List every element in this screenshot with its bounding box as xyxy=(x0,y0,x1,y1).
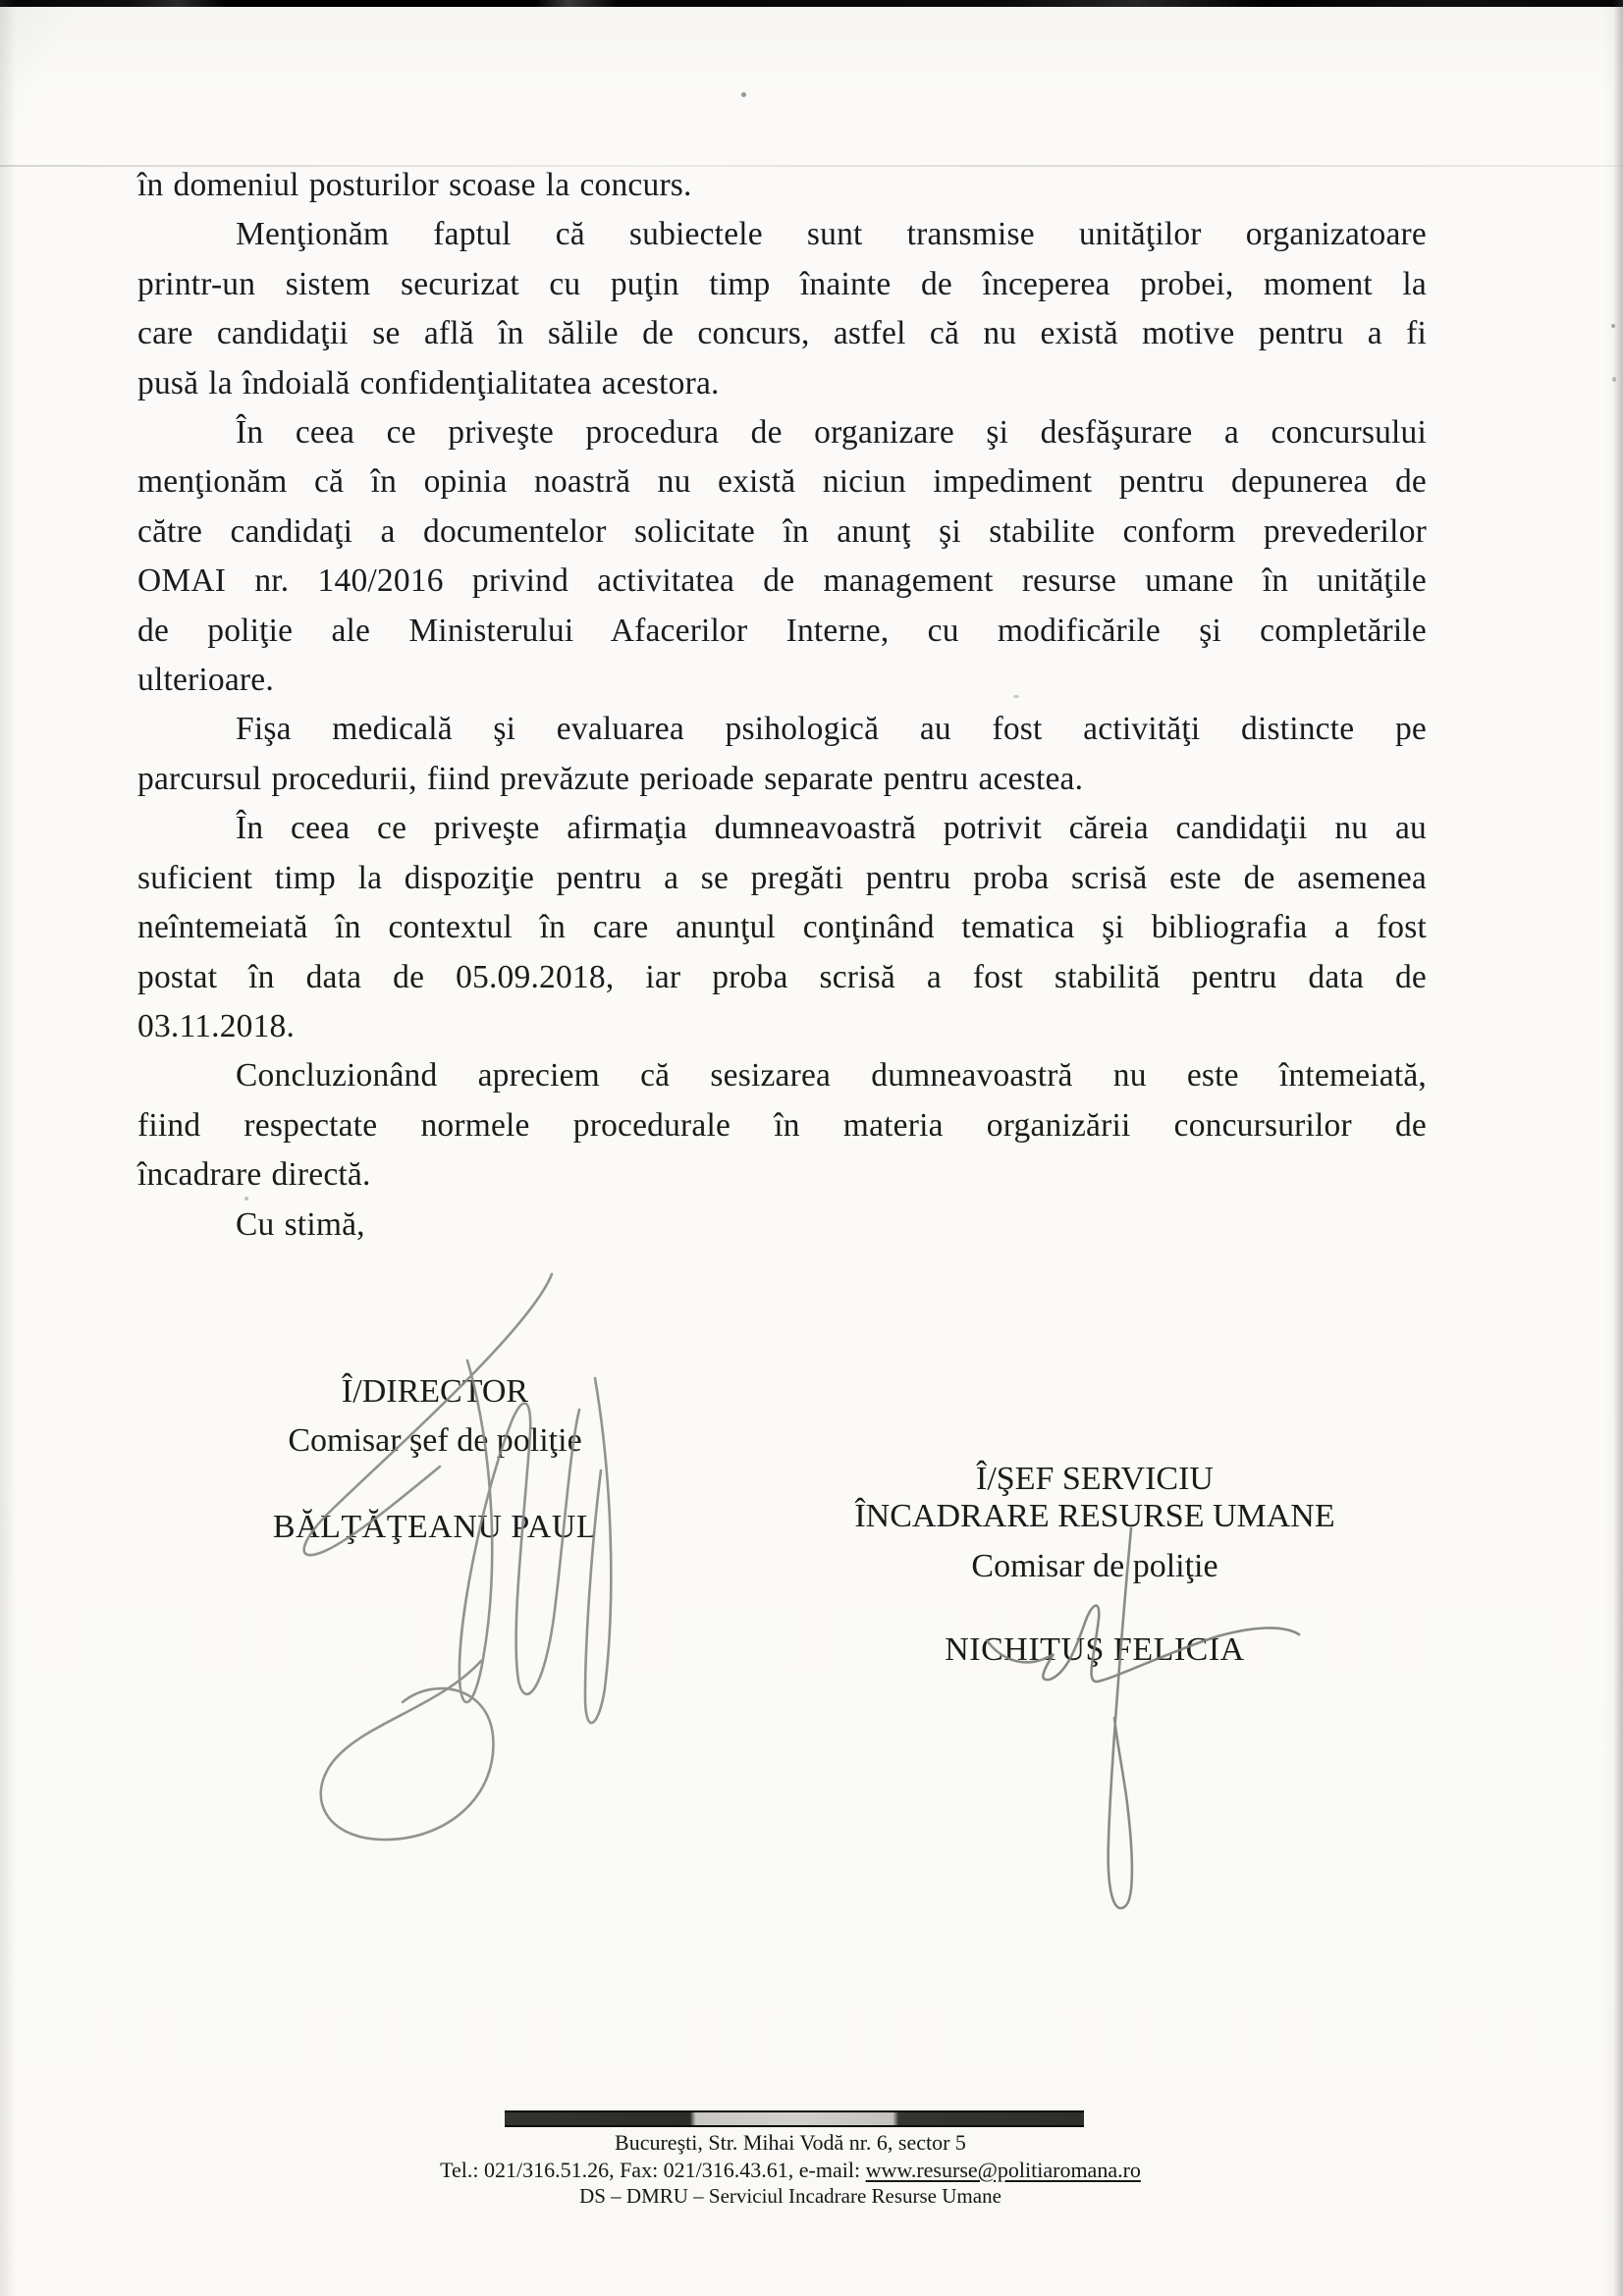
footer-address: Bucureşti, Str. Mihai Vodă nr. 6, sector 5 xyxy=(615,2130,966,2155)
body-line: parcursul procedurii, fiind prevăzute perioade separate pentru acestea. xyxy=(137,760,1084,797)
body-line: În ceea ce priveşte procedura de organizare şi desfăşurare a concursului xyxy=(236,414,1427,452)
scan-speck xyxy=(1611,324,1615,328)
footer-contact xyxy=(295,2157,1286,2184)
body-line: postat în data de 05.09.2018, iar proba scrisă a fost stabilită pentru data de xyxy=(137,958,1427,995)
sef-serviciu-rank: Comisar de poliţie xyxy=(971,1548,1218,1584)
scan-edge-artifact-top xyxy=(0,0,1623,7)
footer-department: DS – DMRU – Serviciul Incadrare Resurse Umane xyxy=(579,2184,1001,2208)
director-title: Î/DIRECTOR xyxy=(341,1373,529,1410)
body-line: de poliţie ale Ministerului Afacerilor Interne, cu modificările şi completările xyxy=(137,612,1427,649)
director-name: BĂLŢĂŢEANU PAUL xyxy=(272,1509,598,1545)
body-line: printr-un sistem securizat cu puţin timp înainte de începerea probei, moment la xyxy=(137,265,1427,302)
body-line: În ceea ce priveşte afirmaţia dumneavoastră potrivit căreia candidaţii nu au xyxy=(236,810,1427,847)
footer-separator-bar xyxy=(505,2110,1084,2127)
body-line: Menţionăm faptul că subiectele sunt transmise unităţilor organizatoare xyxy=(236,216,1427,253)
scan-shadow-left xyxy=(0,0,16,2296)
body-line: neîntemeiată în contextul în care anunţul conţinând tematica şi bibliografia a fost xyxy=(137,909,1427,946)
closing-salutation: Cu stimă, xyxy=(236,1205,365,1243)
body-line: către candidaţi a documentelor solicitate în anunţ şi stabilite conform prevederilor xyxy=(137,512,1427,550)
body-line: Concluzionând apreciem că sesizarea dumneavoastră nu este întemeiată, xyxy=(236,1057,1427,1095)
sef-serviciu-title-line1: Î/ŞEF SERVICIU xyxy=(976,1461,1214,1497)
body-line: ulterioare. xyxy=(137,662,274,699)
body-line: OMAI nr. 140/2016 privind activitatea de management resurse umane în unităţile xyxy=(137,562,1427,600)
scan-shadow-right xyxy=(1613,0,1623,2296)
footer-contact-prefix: Tel.: 021/316.51.26, Fax: 021/316.43.61, e-mail: xyxy=(440,2157,866,2182)
signature-block-sef-serviciu xyxy=(803,1461,1386,1669)
body-line: 03.11.2018. xyxy=(137,1007,296,1044)
body-line: Fişa medicală şi evaluarea psihologică au fost activităţi distincte pe xyxy=(236,711,1427,748)
scan-speck xyxy=(1612,377,1616,382)
director-signature-scribble xyxy=(236,1264,658,1873)
body-line: suficient timp la dispoziţie pentru a se pregăti pentru proba scrisă este de asemenea xyxy=(137,859,1427,896)
body-line: care candidaţii se află în sălile de concurs, astfel că nu există motive pentru a fi xyxy=(137,315,1427,352)
footer-email-link[interactable]: www.resurse@politiaromana.ro xyxy=(865,2157,1141,2182)
body-line: menţionăm că în opinia noastră nu există niciun impediment pentru depunerea de xyxy=(137,463,1427,501)
body-line: fiind respectate normele procedurale în materia organizării concursurilor de xyxy=(137,1106,1427,1144)
letterhead-footer xyxy=(295,2129,1286,2211)
scan-speck xyxy=(741,92,746,97)
sef-serviciu-name: NICHITUŞ FELICIA xyxy=(945,1631,1245,1668)
body-line: încadrare directă. xyxy=(137,1156,371,1194)
body-line: în domeniul posturilor scoase la concurs. xyxy=(137,167,692,203)
sef-serviciu-title-line2: ÎNCADRARE RESURSE UMANE xyxy=(854,1498,1335,1534)
director-rank: Comisar şef de poliţie xyxy=(288,1422,582,1459)
letter-body xyxy=(137,161,1427,1250)
body-line: pusă la îndoială confidenţialitatea acestora. xyxy=(137,364,720,401)
signature-block-director xyxy=(247,1372,622,1547)
